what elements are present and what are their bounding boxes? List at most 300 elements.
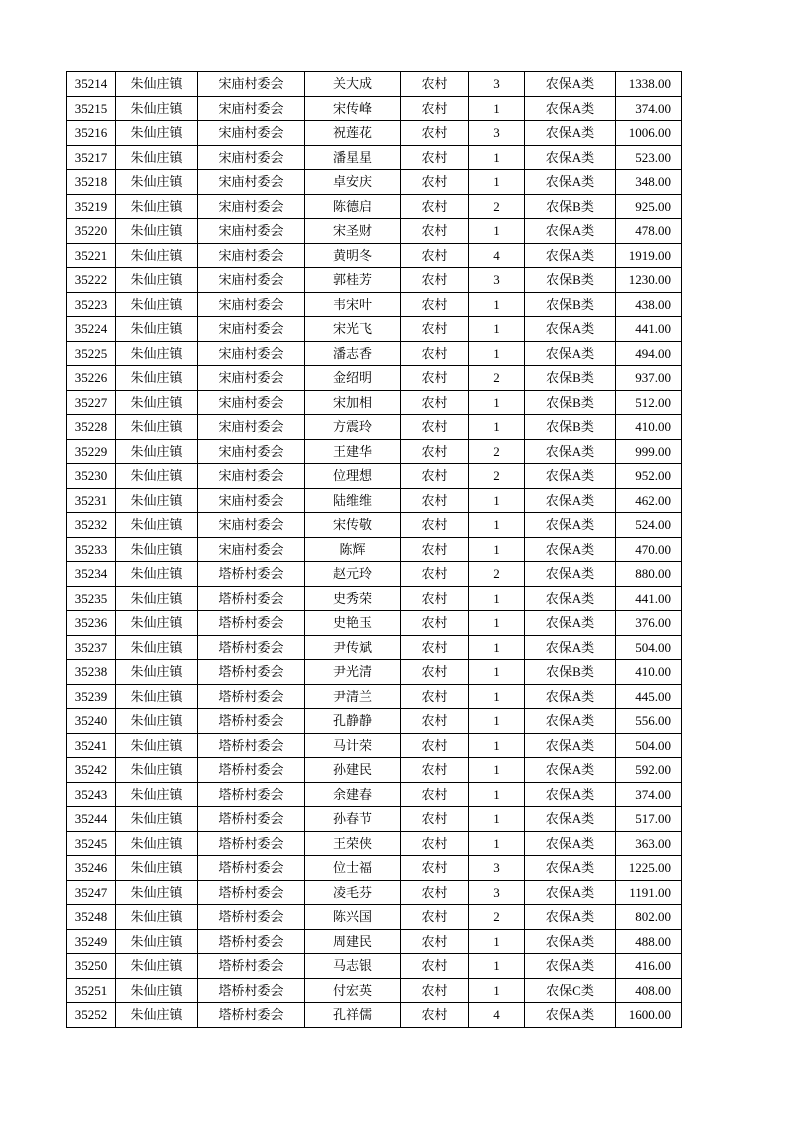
table-cell: 1 bbox=[469, 684, 525, 709]
table-cell: 塔桥村委会 bbox=[198, 807, 305, 832]
table-cell: 农保A类 bbox=[525, 831, 616, 856]
table-cell: 880.00 bbox=[616, 562, 682, 587]
table-cell: 朱仙庄镇 bbox=[116, 513, 198, 538]
table-cell: 农保A类 bbox=[525, 880, 616, 905]
table-cell: 塔桥村委会 bbox=[198, 709, 305, 734]
table-cell: 朱仙庄镇 bbox=[116, 880, 198, 905]
table-cell: 朱仙庄镇 bbox=[116, 978, 198, 1003]
table-cell: 朱仙庄镇 bbox=[116, 194, 198, 219]
table-cell: 农村 bbox=[401, 856, 469, 881]
table-cell: 1 bbox=[469, 782, 525, 807]
table-cell: 王荣侠 bbox=[305, 831, 401, 856]
table-cell: 农保A类 bbox=[525, 537, 616, 562]
table-cell: 35246 bbox=[67, 856, 116, 881]
table-cell: 农保A类 bbox=[525, 464, 616, 489]
table-cell: 宋庙村委会 bbox=[198, 292, 305, 317]
table-row bbox=[67, 635, 682, 660]
table-cell: 35243 bbox=[67, 782, 116, 807]
table-row bbox=[67, 170, 682, 195]
table-cell: 农村 bbox=[401, 562, 469, 587]
table-cell: 1 bbox=[469, 145, 525, 170]
table-cell: 35241 bbox=[67, 733, 116, 758]
table-cell: 朱仙庄镇 bbox=[116, 831, 198, 856]
table-cell: 农村 bbox=[401, 219, 469, 244]
table-cell: 1919.00 bbox=[616, 243, 682, 268]
table-cell: 农村 bbox=[401, 635, 469, 660]
table-cell: 位士福 bbox=[305, 856, 401, 881]
table-cell: 4 bbox=[469, 1003, 525, 1028]
table-cell: 朱仙庄镇 bbox=[116, 317, 198, 342]
table-cell: 35229 bbox=[67, 439, 116, 464]
table-cell: 农村 bbox=[401, 464, 469, 489]
table-cell: 462.00 bbox=[616, 488, 682, 513]
table-row bbox=[67, 513, 682, 538]
table-cell: 农保B类 bbox=[525, 415, 616, 440]
table-row bbox=[67, 96, 682, 121]
table-cell: 农保A类 bbox=[525, 1003, 616, 1028]
table-cell: 马计荣 bbox=[305, 733, 401, 758]
table-cell: 374.00 bbox=[616, 96, 682, 121]
table-cell: 朱仙庄镇 bbox=[116, 929, 198, 954]
table-cell: 农村 bbox=[401, 1003, 469, 1028]
table-cell: 农保A类 bbox=[525, 733, 616, 758]
table-cell: 952.00 bbox=[616, 464, 682, 489]
table-cell: 塔桥村委会 bbox=[198, 586, 305, 611]
table-cell: 1 bbox=[469, 807, 525, 832]
table-row bbox=[67, 145, 682, 170]
table-cell: 35225 bbox=[67, 341, 116, 366]
table-cell: 416.00 bbox=[616, 954, 682, 979]
table-cell: 1 bbox=[469, 611, 525, 636]
table-cell: 农村 bbox=[401, 807, 469, 832]
table-cell: 363.00 bbox=[616, 831, 682, 856]
table-row bbox=[67, 194, 682, 219]
table-cell: 塔桥村委会 bbox=[198, 954, 305, 979]
table-cell: 朱仙庄镇 bbox=[116, 390, 198, 415]
table-cell: 445.00 bbox=[616, 684, 682, 709]
table-cell: 农保A类 bbox=[525, 513, 616, 538]
table-cell: 关大成 bbox=[305, 72, 401, 97]
table-row bbox=[67, 72, 682, 97]
table-cell: 农村 bbox=[401, 782, 469, 807]
table-cell: 农保A类 bbox=[525, 586, 616, 611]
table-row bbox=[67, 807, 682, 832]
table-cell: 陈兴国 bbox=[305, 905, 401, 930]
table-cell: 农保A类 bbox=[525, 758, 616, 783]
table-cell: 朱仙庄镇 bbox=[116, 268, 198, 293]
table-cell: 农村 bbox=[401, 366, 469, 391]
table-cell: 35223 bbox=[67, 292, 116, 317]
table-row bbox=[67, 1003, 682, 1028]
table-cell: 塔桥村委会 bbox=[198, 978, 305, 1003]
table-cell: 3 bbox=[469, 72, 525, 97]
table-cell: 宋庙村委会 bbox=[198, 390, 305, 415]
table-cell: 农村 bbox=[401, 733, 469, 758]
table-cell: 朱仙庄镇 bbox=[116, 537, 198, 562]
table-row bbox=[67, 782, 682, 807]
table-row bbox=[67, 464, 682, 489]
table-cell: 438.00 bbox=[616, 292, 682, 317]
table-cell: 余建春 bbox=[305, 782, 401, 807]
table-cell: 1 bbox=[469, 660, 525, 685]
table-cell: 农保A类 bbox=[525, 145, 616, 170]
table-cell: 宋庙村委会 bbox=[198, 194, 305, 219]
table-cell: 陈德启 bbox=[305, 194, 401, 219]
table-cell: 1 bbox=[469, 537, 525, 562]
table-cell: 农村 bbox=[401, 880, 469, 905]
table-cell: 朱仙庄镇 bbox=[116, 635, 198, 660]
table-cell: 农保A类 bbox=[525, 856, 616, 881]
table-cell: 农村 bbox=[401, 978, 469, 1003]
table-cell: 35234 bbox=[67, 562, 116, 587]
table-cell: 朱仙庄镇 bbox=[116, 96, 198, 121]
table-cell: 塔桥村委会 bbox=[198, 880, 305, 905]
table-cell: 朱仙庄镇 bbox=[116, 219, 198, 244]
table-cell: 尹传斌 bbox=[305, 635, 401, 660]
table-cell: 宋庙村委会 bbox=[198, 170, 305, 195]
table-cell: 1 bbox=[469, 709, 525, 734]
table-cell: 1 bbox=[469, 831, 525, 856]
table-cell: 马志银 bbox=[305, 954, 401, 979]
records-table bbox=[66, 71, 682, 1028]
table-cell: 尹清兰 bbox=[305, 684, 401, 709]
table-cell: 3 bbox=[469, 121, 525, 146]
table-cell: 农保B类 bbox=[525, 268, 616, 293]
table-cell: 农保B类 bbox=[525, 366, 616, 391]
table-cell: 410.00 bbox=[616, 415, 682, 440]
table-cell: 2 bbox=[469, 905, 525, 930]
table-cell: 35231 bbox=[67, 488, 116, 513]
table-cell: 农保B类 bbox=[525, 194, 616, 219]
table-cell: 1 bbox=[469, 488, 525, 513]
table-row bbox=[67, 880, 682, 905]
table-cell: 农村 bbox=[401, 390, 469, 415]
table-cell: 35252 bbox=[67, 1003, 116, 1028]
table-cell: 农村 bbox=[401, 905, 469, 930]
table-cell: 3 bbox=[469, 856, 525, 881]
table-cell: 塔桥村委会 bbox=[198, 1003, 305, 1028]
table-cell: 朱仙庄镇 bbox=[116, 1003, 198, 1028]
table-row bbox=[67, 684, 682, 709]
table-cell: 宋光飞 bbox=[305, 317, 401, 342]
table-cell: 35219 bbox=[67, 194, 116, 219]
table-cell: 35217 bbox=[67, 145, 116, 170]
table-cell: 2 bbox=[469, 439, 525, 464]
table-cell: 方震玲 bbox=[305, 415, 401, 440]
table-cell: 1 bbox=[469, 635, 525, 660]
table-cell: 朱仙庄镇 bbox=[116, 439, 198, 464]
table-cell: 朱仙庄镇 bbox=[116, 72, 198, 97]
table-cell: 宋庙村委会 bbox=[198, 219, 305, 244]
table-cell: 朱仙庄镇 bbox=[116, 366, 198, 391]
table-cell: 35224 bbox=[67, 317, 116, 342]
table-cell: 556.00 bbox=[616, 709, 682, 734]
table-cell: 宋圣财 bbox=[305, 219, 401, 244]
table-cell: 1191.00 bbox=[616, 880, 682, 905]
table-cell: 朱仙庄镇 bbox=[116, 292, 198, 317]
table-cell: 金绍明 bbox=[305, 366, 401, 391]
table-cell: 348.00 bbox=[616, 170, 682, 195]
table-cell: 赵元玲 bbox=[305, 562, 401, 587]
table-cell: 孙春节 bbox=[305, 807, 401, 832]
table-cell: 朱仙庄镇 bbox=[116, 562, 198, 587]
table-cell: 农保A类 bbox=[525, 635, 616, 660]
table-cell: 塔桥村委会 bbox=[198, 758, 305, 783]
table-cell: 35240 bbox=[67, 709, 116, 734]
table-cell: 朱仙庄镇 bbox=[116, 586, 198, 611]
table-cell: 宋庙村委会 bbox=[198, 537, 305, 562]
table-cell: 朱仙庄镇 bbox=[116, 709, 198, 734]
table-cell: 35247 bbox=[67, 880, 116, 905]
table-cell: 1 bbox=[469, 170, 525, 195]
table-cell: 朱仙庄镇 bbox=[116, 488, 198, 513]
table-cell: 1 bbox=[469, 96, 525, 121]
table-cell: 35239 bbox=[67, 684, 116, 709]
table-cell: 488.00 bbox=[616, 929, 682, 954]
table-cell: 35250 bbox=[67, 954, 116, 979]
table-cell: 35227 bbox=[67, 390, 116, 415]
table-cell: 农保A类 bbox=[525, 488, 616, 513]
table-cell: 朱仙庄镇 bbox=[116, 170, 198, 195]
table-cell: 朱仙庄镇 bbox=[116, 684, 198, 709]
table-cell: 592.00 bbox=[616, 758, 682, 783]
table-cell: 农村 bbox=[401, 929, 469, 954]
table-cell: 朱仙庄镇 bbox=[116, 415, 198, 440]
table-cell: 1230.00 bbox=[616, 268, 682, 293]
table-cell: 35249 bbox=[67, 929, 116, 954]
table-cell: 农村 bbox=[401, 72, 469, 97]
table-cell: 3 bbox=[469, 268, 525, 293]
table-cell: 尹光清 bbox=[305, 660, 401, 685]
table-row bbox=[67, 488, 682, 513]
table-row bbox=[67, 709, 682, 734]
table-cell: 农保A类 bbox=[525, 684, 616, 709]
table-cell: 朱仙庄镇 bbox=[116, 954, 198, 979]
table-cell: 农村 bbox=[401, 341, 469, 366]
table-cell: 35230 bbox=[67, 464, 116, 489]
table-cell: 农村 bbox=[401, 439, 469, 464]
table-cell: 2 bbox=[469, 562, 525, 587]
table-row bbox=[67, 929, 682, 954]
table-cell: 农保A类 bbox=[525, 243, 616, 268]
table-cell: 朱仙庄镇 bbox=[116, 782, 198, 807]
table-cell: 523.00 bbox=[616, 145, 682, 170]
table-row bbox=[67, 292, 682, 317]
table-cell: 宋庙村委会 bbox=[198, 243, 305, 268]
table-cell: 35251 bbox=[67, 978, 116, 1003]
table-cell: 宋庙村委会 bbox=[198, 439, 305, 464]
table-cell: 朱仙庄镇 bbox=[116, 341, 198, 366]
table-cell: 孙建民 bbox=[305, 758, 401, 783]
table-cell: 农村 bbox=[401, 488, 469, 513]
table-row bbox=[67, 537, 682, 562]
table-cell: 朱仙庄镇 bbox=[116, 807, 198, 832]
table-cell: 1 bbox=[469, 929, 525, 954]
table-cell: 塔桥村委会 bbox=[198, 782, 305, 807]
table-cell: 2 bbox=[469, 194, 525, 219]
table-cell: 35242 bbox=[67, 758, 116, 783]
table-cell: 宋加相 bbox=[305, 390, 401, 415]
table-cell: 408.00 bbox=[616, 978, 682, 1003]
table-cell: 农村 bbox=[401, 415, 469, 440]
table-cell: 宋庙村委会 bbox=[198, 317, 305, 342]
table-cell: 35237 bbox=[67, 635, 116, 660]
table-cell: 1 bbox=[469, 219, 525, 244]
table-cell: 农保A类 bbox=[525, 121, 616, 146]
table-cell: 1 bbox=[469, 513, 525, 538]
table-cell: 塔桥村委会 bbox=[198, 929, 305, 954]
table-cell: 农保A类 bbox=[525, 439, 616, 464]
table-row bbox=[67, 390, 682, 415]
table-cell: 宋庙村委会 bbox=[198, 366, 305, 391]
table-cell: 孔祥儒 bbox=[305, 1003, 401, 1028]
table-cell: 潘志香 bbox=[305, 341, 401, 366]
table-cell: 2 bbox=[469, 464, 525, 489]
table-row bbox=[67, 219, 682, 244]
table-cell: 35221 bbox=[67, 243, 116, 268]
table-cell: 王建华 bbox=[305, 439, 401, 464]
table-cell: 农保A类 bbox=[525, 96, 616, 121]
table-cell: 农保A类 bbox=[525, 709, 616, 734]
table-cell: 朱仙庄镇 bbox=[116, 121, 198, 146]
table-cell: 宋庙村委会 bbox=[198, 513, 305, 538]
table-cell: 潘星星 bbox=[305, 145, 401, 170]
table-row bbox=[67, 758, 682, 783]
table-cell: 宋传峰 bbox=[305, 96, 401, 121]
table-cell: 376.00 bbox=[616, 611, 682, 636]
table-cell: 农保A类 bbox=[525, 72, 616, 97]
table-cell: 农村 bbox=[401, 611, 469, 636]
table-cell: 郭桂芳 bbox=[305, 268, 401, 293]
table-cell: 农村 bbox=[401, 513, 469, 538]
table-cell: 农保A类 bbox=[525, 562, 616, 587]
table-cell: 35248 bbox=[67, 905, 116, 930]
table-cell: 农村 bbox=[401, 586, 469, 611]
table-cell: 35216 bbox=[67, 121, 116, 146]
table-cell: 塔桥村委会 bbox=[198, 562, 305, 587]
table-cell: 1 bbox=[469, 341, 525, 366]
table-cell: 3 bbox=[469, 880, 525, 905]
table-cell: 35245 bbox=[67, 831, 116, 856]
table-cell: 35214 bbox=[67, 72, 116, 97]
table-cell: 410.00 bbox=[616, 660, 682, 685]
table-row bbox=[67, 954, 682, 979]
table-cell: 宋庙村委会 bbox=[198, 72, 305, 97]
table-cell: 朱仙庄镇 bbox=[116, 905, 198, 930]
table-row bbox=[67, 439, 682, 464]
table-cell: 35235 bbox=[67, 586, 116, 611]
table-cell: 朱仙庄镇 bbox=[116, 660, 198, 685]
table-cell: 孔静静 bbox=[305, 709, 401, 734]
table-cell: 塔桥村委会 bbox=[198, 905, 305, 930]
table-cell: 441.00 bbox=[616, 317, 682, 342]
table-cell: 1 bbox=[469, 586, 525, 611]
table-cell: 2 bbox=[469, 366, 525, 391]
table-cell: 470.00 bbox=[616, 537, 682, 562]
table-cell: 504.00 bbox=[616, 733, 682, 758]
table-cell: 祝莲花 bbox=[305, 121, 401, 146]
table-row bbox=[67, 562, 682, 587]
table-cell: 韦宋叶 bbox=[305, 292, 401, 317]
table-cell: 农保C类 bbox=[525, 978, 616, 1003]
table-cell: 35233 bbox=[67, 537, 116, 562]
table-cell: 陈辉 bbox=[305, 537, 401, 562]
table-row bbox=[67, 856, 682, 881]
table-row bbox=[67, 341, 682, 366]
table-cell: 35218 bbox=[67, 170, 116, 195]
table-cell: 塔桥村委会 bbox=[198, 684, 305, 709]
table-cell: 凌毛芬 bbox=[305, 880, 401, 905]
table-cell: 1338.00 bbox=[616, 72, 682, 97]
table-cell: 农村 bbox=[401, 758, 469, 783]
table-cell: 农村 bbox=[401, 831, 469, 856]
table-cell: 1 bbox=[469, 954, 525, 979]
table-cell: 史艳玉 bbox=[305, 611, 401, 636]
table-cell: 农保A类 bbox=[525, 782, 616, 807]
table-cell: 35244 bbox=[67, 807, 116, 832]
table-cell: 农保B类 bbox=[525, 660, 616, 685]
table-cell: 农村 bbox=[401, 292, 469, 317]
table-cell: 1 bbox=[469, 390, 525, 415]
table-row bbox=[67, 586, 682, 611]
table-cell: 宋庙村委会 bbox=[198, 415, 305, 440]
table-cell: 504.00 bbox=[616, 635, 682, 660]
table-cell: 农村 bbox=[401, 709, 469, 734]
table-cell: 农村 bbox=[401, 954, 469, 979]
table-cell: 农村 bbox=[401, 268, 469, 293]
table-cell: 1 bbox=[469, 292, 525, 317]
table-cell: 宋传敬 bbox=[305, 513, 401, 538]
table-cell: 35220 bbox=[67, 219, 116, 244]
table-cell: 1225.00 bbox=[616, 856, 682, 881]
table-cell: 农保B类 bbox=[525, 292, 616, 317]
table-cell: 1 bbox=[469, 733, 525, 758]
table-cell: 4 bbox=[469, 243, 525, 268]
table-cell: 宋庙村委会 bbox=[198, 96, 305, 121]
table-cell: 35222 bbox=[67, 268, 116, 293]
table-cell: 朱仙庄镇 bbox=[116, 733, 198, 758]
table-row bbox=[67, 366, 682, 391]
table-cell: 农保A类 bbox=[525, 341, 616, 366]
table-cell: 朱仙庄镇 bbox=[116, 145, 198, 170]
table-cell: 宋庙村委会 bbox=[198, 268, 305, 293]
table-cell: 塔桥村委会 bbox=[198, 733, 305, 758]
table-row bbox=[67, 268, 682, 293]
table-cell: 塔桥村委会 bbox=[198, 856, 305, 881]
table-row bbox=[67, 121, 682, 146]
table-cell: 朱仙庄镇 bbox=[116, 243, 198, 268]
table-cell: 925.00 bbox=[616, 194, 682, 219]
table-cell: 1 bbox=[469, 978, 525, 1003]
table-cell: 937.00 bbox=[616, 366, 682, 391]
table-cell: 宋庙村委会 bbox=[198, 145, 305, 170]
table-cell: 494.00 bbox=[616, 341, 682, 366]
table-cell: 农村 bbox=[401, 317, 469, 342]
table-cell: 朱仙庄镇 bbox=[116, 611, 198, 636]
table-cell: 农保A类 bbox=[525, 611, 616, 636]
table-cell: 农村 bbox=[401, 660, 469, 685]
table-cell: 宋庙村委会 bbox=[198, 121, 305, 146]
table-cell: 35215 bbox=[67, 96, 116, 121]
table-cell: 农保B类 bbox=[525, 390, 616, 415]
table-cell: 农保A类 bbox=[525, 929, 616, 954]
table-cell: 农保A类 bbox=[525, 170, 616, 195]
table-cell: 黄明冬 bbox=[305, 243, 401, 268]
table-cell: 朱仙庄镇 bbox=[116, 856, 198, 881]
table-cell: 374.00 bbox=[616, 782, 682, 807]
table-cell: 农保A类 bbox=[525, 219, 616, 244]
table-row bbox=[67, 317, 682, 342]
